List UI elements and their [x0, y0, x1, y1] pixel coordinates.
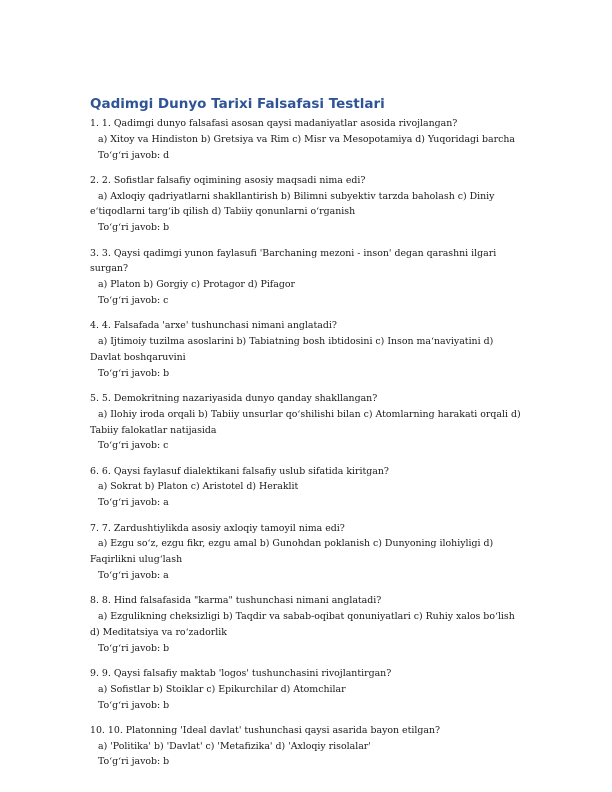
question-options: a) Platon b) Gorgiy c) Protagor d) Pifagor: [98, 279, 295, 291]
question-item: [90, 391, 522, 454]
question-options: a) Xitoy va Hindiston b) Gretsiya va Rim c) Misr va Mesopotamiya d) Yuqoridagi barcha: [98, 133, 515, 145]
question-answer: To‘g‘ri javob: b: [98, 756, 170, 768]
question-options: a) Ilohiy iroda orqali b) Tabiiy unsurlar qo‘shilishi bilan c) Atomlarning harakati orqali d) Tabiiy falokatlar natijasida: [90, 408, 521, 436]
question-text: 3. 3. Qaysi qadimgi yunon faylasufi 'Barchaning mezoni - inson' degan qarashni ilgari surgan?: [90, 247, 497, 275]
question-options: a) Ezgu so‘z, ezgu fikr, ezgu amal b) Gunohdan poklanish c) Dunyoning ilohiyligi d) Faqirlikni ulug‘lash: [90, 538, 494, 566]
document-title: Qadimgi Dunyo Tarixi Falsafasi Testlari: [90, 96, 385, 112]
question-item: [90, 318, 522, 381]
question-answer: To‘g‘ri javob: b: [98, 222, 170, 234]
question-answer: To‘g‘ri javob: c: [98, 440, 169, 452]
question-text: 7. 7. Zardushtiylikda asosiy axloqiy tamoyil nima edi?: [90, 522, 345, 534]
question-text: 9. 9. Qaysi falsafiy maktab 'logos' tushunchasini rivojlantirgan?: [90, 667, 392, 679]
question-options: a) Axloqiy qadriyatlarni shakllantirish b) Bilimni subyektiv tarzda baholash c) Diniy e‘tiqodlarni targ‘ib qilish d) Tabiiy qonunlarni o‘rganish: [90, 190, 495, 218]
question-options: a) Sokrat b) Platon c) Aristotel d) Heraklit: [98, 481, 299, 493]
question-text: 5. 5. Demokritning nazariyasida dunyo qanday shakllangan?: [90, 392, 378, 404]
question-answer: To‘g‘ri javob: d: [98, 149, 170, 161]
question-answer: To‘g‘ri javob: b: [98, 367, 170, 379]
question-text: 10. 10. Platonning 'Ideal davlat' tushunchasi qaysi asarida bayon etilgan?: [90, 724, 441, 736]
question-answer: To‘g‘ri javob: b: [98, 699, 170, 711]
question-item: [90, 246, 522, 309]
question-item: [90, 464, 522, 511]
question-answer: To‘g‘ri javob: b: [98, 642, 170, 654]
question-answer: To‘g‘ri javob: c: [98, 294, 169, 306]
question-item: [90, 723, 522, 770]
question-item: [90, 593, 522, 656]
question-text: 2. 2. Sofistlar falsafiy oqimining asosiy maqsadi nima edi?: [90, 174, 366, 186]
question-item: [90, 521, 522, 584]
question-text: 6. 6. Qaysi faylasuf dialektikani falsafiy uslub sifatida kiritgan?: [90, 465, 389, 477]
question-item: [90, 666, 522, 713]
question-options: a) 'Politika' b) 'Davlat' c) 'Metafizika' d) 'Axloqiy risolalar': [98, 740, 371, 752]
question-item: [90, 173, 522, 236]
question-options: a) Ezgulikning cheksizligi b) Taqdir va sabab-oqibat qonuniyatlari c) Ruhiy xalos bo‘lish d) Meditatsiya va ro‘zadorlik: [90, 611, 515, 638]
question-text: 4. 4. Falsafada 'arxe' tushunchasi nimani anglatadi?: [90, 320, 337, 332]
question-options: a) Sofistlar b) Stoiklar c) Epikurchilar d) Atomchilar: [98, 683, 346, 695]
question-answer: To‘g‘ri javob: a: [98, 497, 169, 509]
question-answer: To‘g‘ri javob: a: [98, 569, 169, 581]
question-item: [90, 116, 522, 163]
question-options: a) Ijtimoiy tuzilma asoslarini b) Tabiatning bosh ibtidosini c) Inson ma‘naviyatini d) Davlat boshqaruvini: [90, 336, 494, 363]
question-text: 1. 1. Qadimgi dunyo falsafasi asosan qaysi madaniyatlar asosida rivojlangan?: [90, 118, 458, 129]
question-text: 8. 8. Hind falsafasida "karma" tushunchasi nimani anglatadi?: [90, 595, 382, 607]
